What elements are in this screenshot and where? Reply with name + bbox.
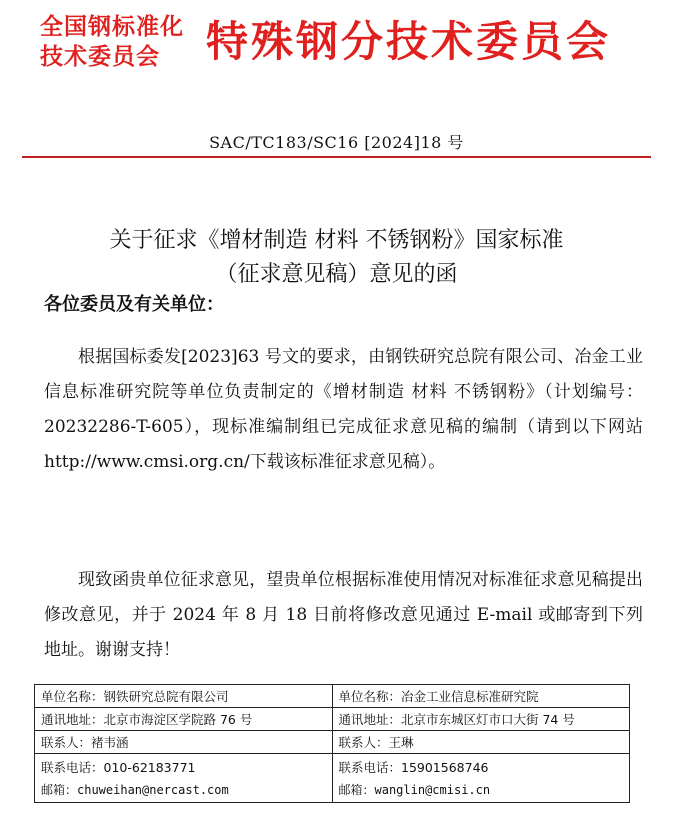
table-row <box>35 754 630 803</box>
left-address: 通讯地址：北京市海淀区学院路 76 号 <box>35 708 333 731</box>
committee-name-line2: 技术委员会 <box>40 44 160 70</box>
right-contact-person: 联系人：王琳 <box>332 731 630 754</box>
title-line1: 关于征求《增材制造 材料 不锈钢粉》国家标准 <box>109 228 564 253</box>
contact-table <box>34 684 630 803</box>
subcommittee-name: 特殊钢分技术委员会 <box>206 17 612 66</box>
left-email: 邮箱：chuweihan@nercast.com <box>41 783 229 797</box>
table-row <box>35 731 630 754</box>
left-phone: 联系电话：010-62183771 <box>41 760 196 775</box>
committee-name <box>40 12 210 72</box>
title-line2: （征求意见稿）意见的函 <box>215 262 458 287</box>
right-unit: 单位名称：冶金工业信息标准研究院 <box>332 685 630 708</box>
salutation: 各位委员及有关单位： <box>44 294 224 315</box>
left-unit: 单位名称：钢铁研究总院有限公司 <box>35 685 333 708</box>
table-row <box>35 685 630 708</box>
right-address: 通讯地址：北京市东城区灯市口大街 74 号 <box>332 708 630 731</box>
right-phone: 联系电话：15901568746 <box>338 760 489 775</box>
body-paragraph-2: 现致函贵单位征求意见，望贵单位根据标准使用情况对标准征求意见稿提出修改意见，并于 2024 年 8 月 18 日前将修改意见通过 E-mail 或邮寄到下列地址。谢谢支持！ <box>44 570 643 660</box>
right-email: 邮箱：wanglin@cmisi.cn <box>338 783 491 797</box>
document-number: SAC/TC183/SC16 [2024]18 号 <box>209 133 464 152</box>
right-phone-email <box>332 754 630 803</box>
committee-name-line1: 全国钢标准化 <box>40 14 184 40</box>
body-paragraph-1: 根据国标委发[2023]63 号文的要求，由钢铁研究总院有限公司、冶金工业信息标准研究院等单位负责制定的《增材制造 材料 不锈钢粉》（计划编号：20232286-T-605），现标准编制组已完成征求意见稿的编制（请到以下网站 http://www.cmsi.org.cn/下载该标准征求意见稿）。 <box>44 347 643 472</box>
table-row <box>35 708 630 731</box>
letter-title <box>30 224 643 292</box>
left-phone-email <box>35 754 333 803</box>
header-divider <box>22 156 651 158</box>
left-contact-person: 联系人：褚韦涵 <box>35 731 333 754</box>
